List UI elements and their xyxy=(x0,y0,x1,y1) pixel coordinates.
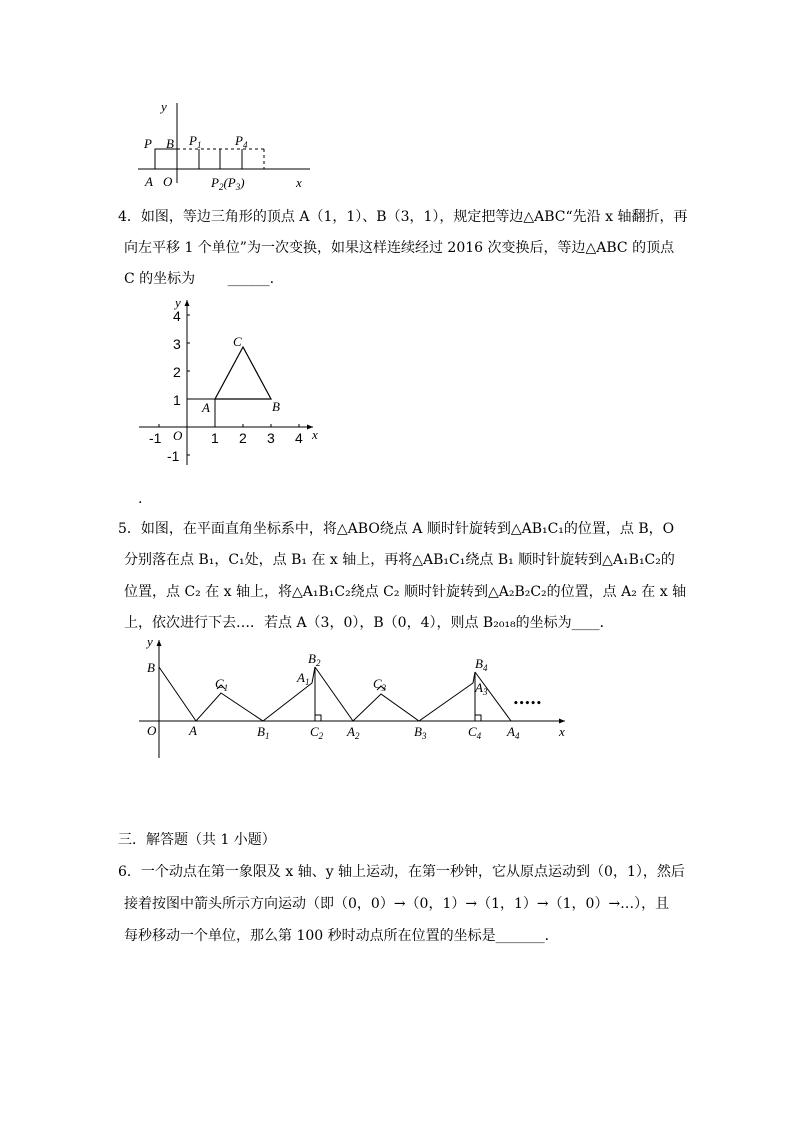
q4-point-B: B xyxy=(272,399,280,414)
q4-ytick-2: 2 xyxy=(173,364,181,380)
q5-label-A1: $A_1$ xyxy=(297,670,310,687)
q4-axis-y: y xyxy=(175,297,181,310)
top-label-P4: $P_4$ xyxy=(235,133,248,150)
q5-label-B: B xyxy=(147,660,155,675)
q6-line1: 6．一个动点在第一象限及 x 轴、y 轴上运动，在第一秒钟，它从原点运动到（0，1），然后 xyxy=(118,864,685,880)
q4-line1: 4．如图，等边三角形的顶点 A（1，1）、B（3，1），规定把等边△ABC“先沿 x 轴翻折，再 xyxy=(118,209,688,225)
q5-label-C1: $C_1$ xyxy=(215,676,229,693)
q5-label-B2: $B_2$ xyxy=(308,651,321,668)
top-label-O: O xyxy=(163,174,173,189)
q5-label-C2: $C_2$ xyxy=(310,724,324,741)
q4-xtick-4: 4 xyxy=(295,430,303,446)
q4-origin: O xyxy=(173,428,183,443)
q4-trailing-dot: . xyxy=(138,491,143,507)
q5-label-A: A xyxy=(189,723,197,738)
q4-figure xyxy=(135,297,325,477)
q4-xtick-3: 3 xyxy=(267,430,275,446)
top-label-A: A xyxy=(145,174,153,189)
top-label-P: P xyxy=(144,136,152,151)
top-label-P1: $P_1$ xyxy=(189,133,202,150)
q5-label-A3: $A_3$ xyxy=(475,680,488,697)
q5-rotation-path xyxy=(159,667,315,721)
q5-ellipsis: ••••• xyxy=(513,699,542,709)
q4-ytick-4: 4 xyxy=(173,308,181,324)
q5-label-C4: $C_4$ xyxy=(468,724,482,741)
top-figure xyxy=(130,95,320,195)
q5-label-A2: $A_2$ xyxy=(347,724,360,741)
top-label-y: y xyxy=(161,99,167,114)
q4-line3-text: C 的坐标为 xyxy=(124,271,196,287)
q5-label-O: O xyxy=(147,723,157,738)
top-label-P2P3: $P_2(P_3)$ xyxy=(211,175,245,192)
q4-line2: 向左平移 1 个单位”为一次变换，如果这样连续经过 2016 次变换后，等边△ABC 的顶点 xyxy=(124,240,675,256)
q5-label-B1: $B_1$ xyxy=(257,724,270,741)
q4-axis-x: x xyxy=(312,427,318,442)
q4-point-A: A xyxy=(202,400,210,415)
top-square xyxy=(155,149,177,169)
q4-point-C: C xyxy=(233,334,242,349)
q4-ytick-3: 3 xyxy=(173,336,181,352)
q5-label-x: x xyxy=(559,724,565,739)
q5-line4: 上，依次进行下去…．若点 A（3，0），B（0，4），则点 B₂₀₁₈的坐标为____． xyxy=(124,615,614,631)
q4-ytick-neg1: -1 xyxy=(167,448,180,464)
section3-heading: 三．解答题（共 1 小题） xyxy=(118,832,276,848)
q5-label-C3: $C_3$ xyxy=(373,676,387,693)
q4-xtick-1: 1 xyxy=(211,430,219,446)
q5-line2: 分别落在点 B₁，C₁处，点 B₁ 在 x 轴上，再将△AB₁C₁绕点 B₁ 顺时针旋转到△A₁B₁C₂的 xyxy=(124,552,675,568)
q4-answer-blank[interactable]: ______. xyxy=(227,271,275,287)
q6-line2: 接着按图中箭头所示方向运动（即（0，0）→（0，1）→（1，1）→（1，0）→…），且 xyxy=(124,896,670,912)
q5-label-A4: $A_4$ xyxy=(507,724,520,741)
q4-line3 xyxy=(124,269,274,289)
q5-label-B4: $B_4$ xyxy=(475,656,488,673)
q4-triangle-abc xyxy=(215,347,271,399)
q4-ytick-1: 1 xyxy=(173,392,181,408)
top-label-B: B xyxy=(166,136,174,151)
q4-xtick-neg1: -1 xyxy=(149,430,162,446)
q4-xtick-2: 2 xyxy=(239,430,247,446)
q5-figure xyxy=(135,632,575,767)
q5-line3: 位置，点 C₂ 在 x 轴上，将△A₁B₁C₂绕点 C₂ 顺时针旋转到△A₂B₂C₂的位置，点 A₂ 在 x 轴 xyxy=(124,584,687,600)
q6-line3: 每秒移动一个单位，那么第 100 秒时动点所在位置的坐标是_______． xyxy=(124,928,559,944)
q5-label-B3: $B_3$ xyxy=(414,724,427,741)
top-label-x: x xyxy=(296,175,302,190)
q5-line1: 5．如图，在平面直角坐标系中，将△ABO绕点 A 顺时针旋转到△AB₁C₁的位置，点 B，O xyxy=(118,521,675,537)
q5-label-y: y xyxy=(147,634,153,649)
